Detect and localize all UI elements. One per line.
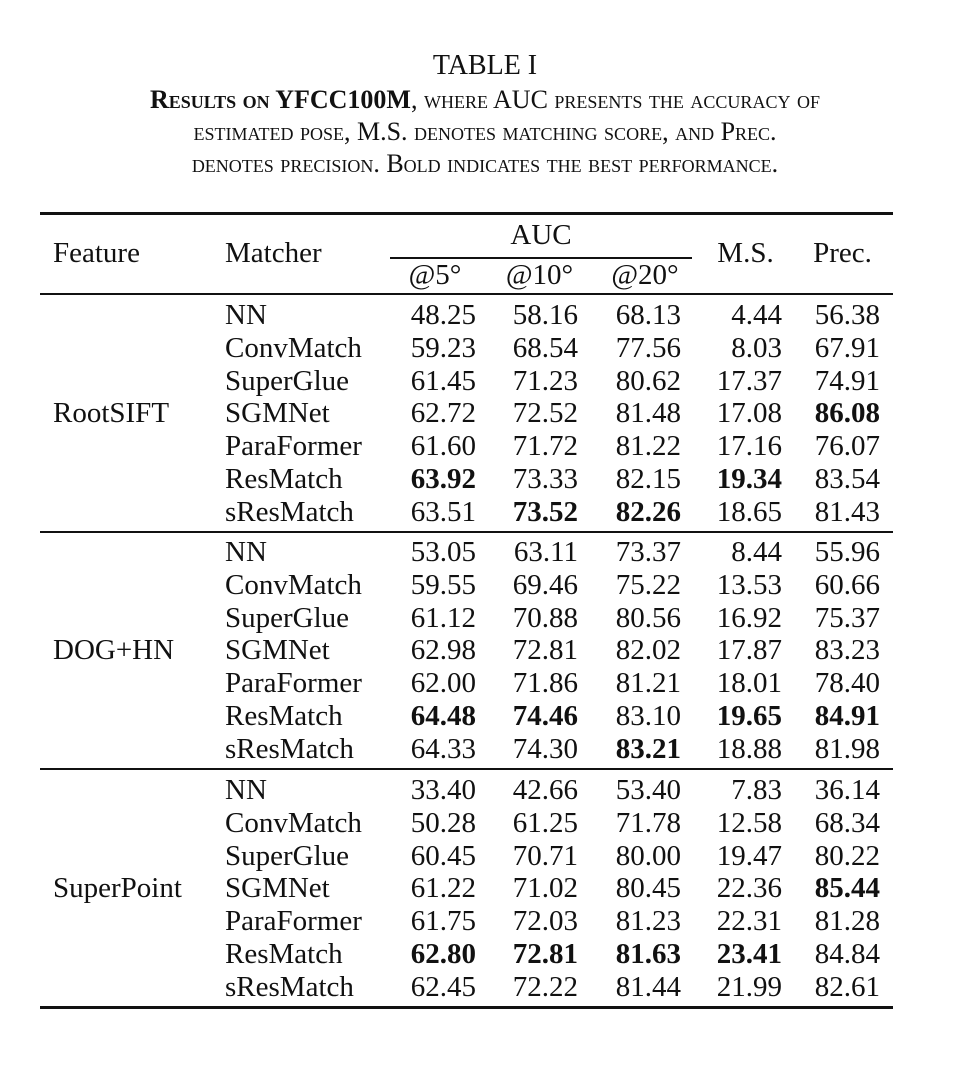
- matcher-label: ConvMatch: [225, 806, 362, 839]
- cell-ms: 8.03: [731, 331, 782, 364]
- cell-auc-10: 69.46: [512, 568, 578, 601]
- cell-auc-10: 63.11: [513, 536, 578, 568]
- cell-auc-20: 80.00: [615, 839, 681, 872]
- header-auc-20: @20°: [611, 259, 679, 291]
- cell-auc-10: 71.23: [512, 364, 578, 397]
- header-auc-5: @5°: [408, 259, 462, 291]
- matcher-label: sResMatch: [225, 970, 354, 1003]
- cell-auc-20: 77.56: [615, 331, 681, 364]
- matcher-label: NN: [225, 774, 267, 806]
- cell-ms: 19.47: [716, 839, 782, 872]
- cell-auc-10: 71.02: [512, 872, 578, 905]
- cell-auc-20: 81.22: [615, 430, 681, 463]
- cell-auc-5: 61.60: [410, 430, 476, 463]
- cell-prec: 74.91: [814, 364, 880, 397]
- cell-auc-10: 74.46: [512, 700, 578, 732]
- caption-line-1-rest: , where AUC presents the accuracy of: [410, 85, 820, 114]
- matcher-label: SGMNet: [225, 634, 330, 667]
- header-auc: AUC: [510, 219, 572, 251]
- table-label: TABLE I: [432, 50, 538, 81]
- cell-ms: 4.44: [731, 299, 782, 331]
- header-rule: [40, 293, 893, 295]
- cell-prec: 83.54: [814, 463, 880, 495]
- caption-bold-title: Results on YFCC100M: [150, 85, 411, 114]
- cell-ms: 13.53: [716, 568, 782, 601]
- group-separator-1: [40, 531, 893, 533]
- matcher-label: NN: [225, 299, 267, 331]
- cell-prec: 76.07: [814, 430, 880, 463]
- cell-ms: 17.37: [716, 364, 782, 397]
- cell-ms: 19.65: [716, 700, 782, 732]
- cell-auc-20: 81.23: [615, 905, 681, 938]
- cell-auc-20: 68.13: [615, 299, 681, 331]
- matcher-label: ParaFormer: [225, 667, 362, 700]
- cell-prec: 84.84: [814, 938, 880, 970]
- cell-prec: 86.08: [814, 397, 880, 430]
- cell-prec: 67.91: [814, 331, 880, 364]
- cell-prec: 55.96: [814, 536, 880, 568]
- cell-ms: 23.41: [716, 938, 782, 970]
- cell-auc-20: 71.78: [615, 806, 681, 839]
- header-prec: Prec.: [813, 237, 872, 269]
- cell-auc-5: 62.80: [410, 938, 476, 970]
- cell-prec: 81.43: [814, 495, 880, 528]
- cell-ms: 22.36: [716, 872, 782, 905]
- cell-auc-10: 73.33: [512, 463, 578, 495]
- cell-prec: 36.14: [814, 774, 880, 806]
- header-feature: Feature: [53, 237, 140, 269]
- cell-auc-10: 72.81: [512, 938, 578, 970]
- cell-prec: 83.23: [814, 634, 880, 667]
- cell-ms: 16.92: [716, 601, 782, 634]
- cell-auc-20: 81.48: [615, 397, 681, 430]
- cell-auc-20: 80.56: [615, 601, 681, 634]
- cell-prec: 85.44: [814, 872, 880, 905]
- group-separator-2: [40, 768, 893, 770]
- bottom-rule: [40, 1006, 893, 1009]
- cell-auc-10: 68.54: [512, 331, 578, 364]
- top-rule: [40, 212, 893, 215]
- feature-label: DOG+HN: [53, 634, 175, 667]
- cell-auc-10: 73.52: [512, 495, 578, 528]
- cell-auc-5: 64.48: [410, 700, 476, 732]
- cell-ms: 7.83: [731, 774, 782, 806]
- matcher-label: sResMatch: [225, 732, 354, 765]
- cell-auc-20: 75.22: [615, 568, 681, 601]
- matcher-label: ParaFormer: [225, 430, 362, 463]
- cell-ms: 12.58: [716, 806, 782, 839]
- header-auc-10: @10°: [505, 259, 574, 291]
- cell-auc-5: 60.45: [410, 839, 476, 872]
- matcher-label: ConvMatch: [225, 568, 362, 601]
- cell-auc-10: 61.25: [512, 806, 578, 839]
- cell-auc-5: 61.45: [410, 364, 476, 397]
- cell-auc-10: 42.66: [512, 774, 578, 806]
- caption-line-1: [0, 85, 970, 115]
- caption-line-3: denotes precision. Bold indicates the best performance.: [191, 149, 779, 178]
- cell-auc-20: 73.37: [615, 536, 681, 568]
- matcher-label: NN: [225, 536, 267, 568]
- cell-prec: 84.91: [814, 700, 880, 732]
- cell-ms: 17.87: [716, 634, 782, 667]
- matcher-label: SuperGlue: [225, 839, 350, 872]
- cell-ms: 18.65: [716, 495, 782, 528]
- cell-auc-10: 58.16: [512, 299, 578, 331]
- cell-auc-5: 59.55: [410, 568, 476, 601]
- cell-auc-5: 62.00: [410, 667, 476, 700]
- cell-auc-5: 59.23: [410, 331, 476, 364]
- cell-auc-10: 72.52: [512, 397, 578, 430]
- cell-ms: 17.16: [716, 430, 782, 463]
- cell-auc-20: 81.21: [615, 667, 681, 700]
- cell-auc-5: 62.72: [410, 397, 476, 430]
- cell-auc-10: 70.88: [512, 601, 578, 634]
- matcher-label: SuperGlue: [225, 601, 350, 634]
- cell-ms: 22.31: [716, 905, 782, 938]
- cell-auc-20: 82.26: [615, 495, 681, 528]
- cell-ms: 21.99: [716, 970, 782, 1003]
- cell-auc-5: 33.40: [410, 774, 476, 806]
- cell-auc-20: 81.44: [615, 970, 681, 1003]
- cell-auc-20: 80.45: [615, 872, 681, 905]
- header-matcher: Matcher: [225, 237, 322, 269]
- cell-ms: 17.08: [716, 397, 782, 430]
- cell-prec: 75.37: [814, 601, 880, 634]
- cell-auc-20: 82.02: [615, 634, 681, 667]
- feature-label: SuperPoint: [53, 872, 182, 905]
- cell-auc-20: 83.10: [615, 700, 681, 732]
- feature-label: RootSIFT: [53, 397, 170, 430]
- cell-ms: 8.44: [731, 536, 782, 568]
- cell-auc-5: 62.45: [410, 970, 476, 1003]
- cell-prec: 81.98: [814, 732, 880, 765]
- cell-auc-5: 61.75: [410, 905, 476, 938]
- cell-auc-10: 74.30: [512, 732, 578, 765]
- cell-auc-10: 72.81: [512, 634, 578, 667]
- matcher-label: ConvMatch: [225, 331, 362, 364]
- cell-prec: 81.28: [814, 905, 880, 938]
- cell-ms: 18.88: [716, 732, 782, 765]
- cell-auc-20: 82.15: [615, 463, 681, 495]
- cell-ms: 18.01: [716, 667, 782, 700]
- cell-auc-10: 71.86: [512, 667, 578, 700]
- caption-line-2: estimated pose, M.S. denotes matching score, and Prec.: [193, 117, 777, 146]
- cell-auc-5: 62.98: [410, 634, 476, 667]
- cell-auc-20: 80.62: [615, 364, 681, 397]
- cell-auc-5: 50.28: [410, 806, 476, 839]
- matcher-label: SuperGlue: [225, 364, 350, 397]
- cell-auc-5: 61.12: [410, 601, 476, 634]
- matcher-label: SGMNet: [225, 872, 330, 905]
- matcher-label: ResMatch: [225, 938, 343, 970]
- cell-auc-5: 64.33: [410, 732, 476, 765]
- matcher-label: sResMatch: [225, 495, 354, 528]
- cell-auc-5: 63.92: [410, 463, 476, 495]
- cell-auc-20: 81.63: [615, 938, 681, 970]
- matcher-label: SGMNet: [225, 397, 330, 430]
- cell-auc-5: 61.22: [410, 872, 476, 905]
- matcher-label: ResMatch: [225, 700, 343, 732]
- cell-auc-10: 70.71: [512, 839, 578, 872]
- cell-prec: 68.34: [814, 806, 880, 839]
- cell-ms: 19.34: [716, 463, 782, 495]
- cell-prec: 82.61: [814, 970, 880, 1003]
- cell-auc-5: 63.51: [410, 495, 476, 528]
- cell-prec: 56.38: [814, 299, 880, 331]
- cell-auc-10: 71.72: [512, 430, 578, 463]
- cell-prec: 78.40: [814, 667, 880, 700]
- cell-auc-5: 53.05: [410, 536, 476, 568]
- matcher-label: ParaFormer: [225, 905, 362, 938]
- cell-prec: 60.66: [814, 568, 880, 601]
- cell-auc-10: 72.22: [512, 970, 578, 1003]
- cell-prec: 80.22: [814, 839, 880, 872]
- cell-auc-20: 83.21: [615, 732, 681, 765]
- cell-auc-20: 53.40: [615, 774, 681, 806]
- header-ms: M.S.: [717, 237, 774, 269]
- cell-auc-10: 72.03: [512, 905, 578, 938]
- cell-auc-5: 48.25: [410, 299, 476, 331]
- matcher-label: ResMatch: [225, 463, 343, 495]
